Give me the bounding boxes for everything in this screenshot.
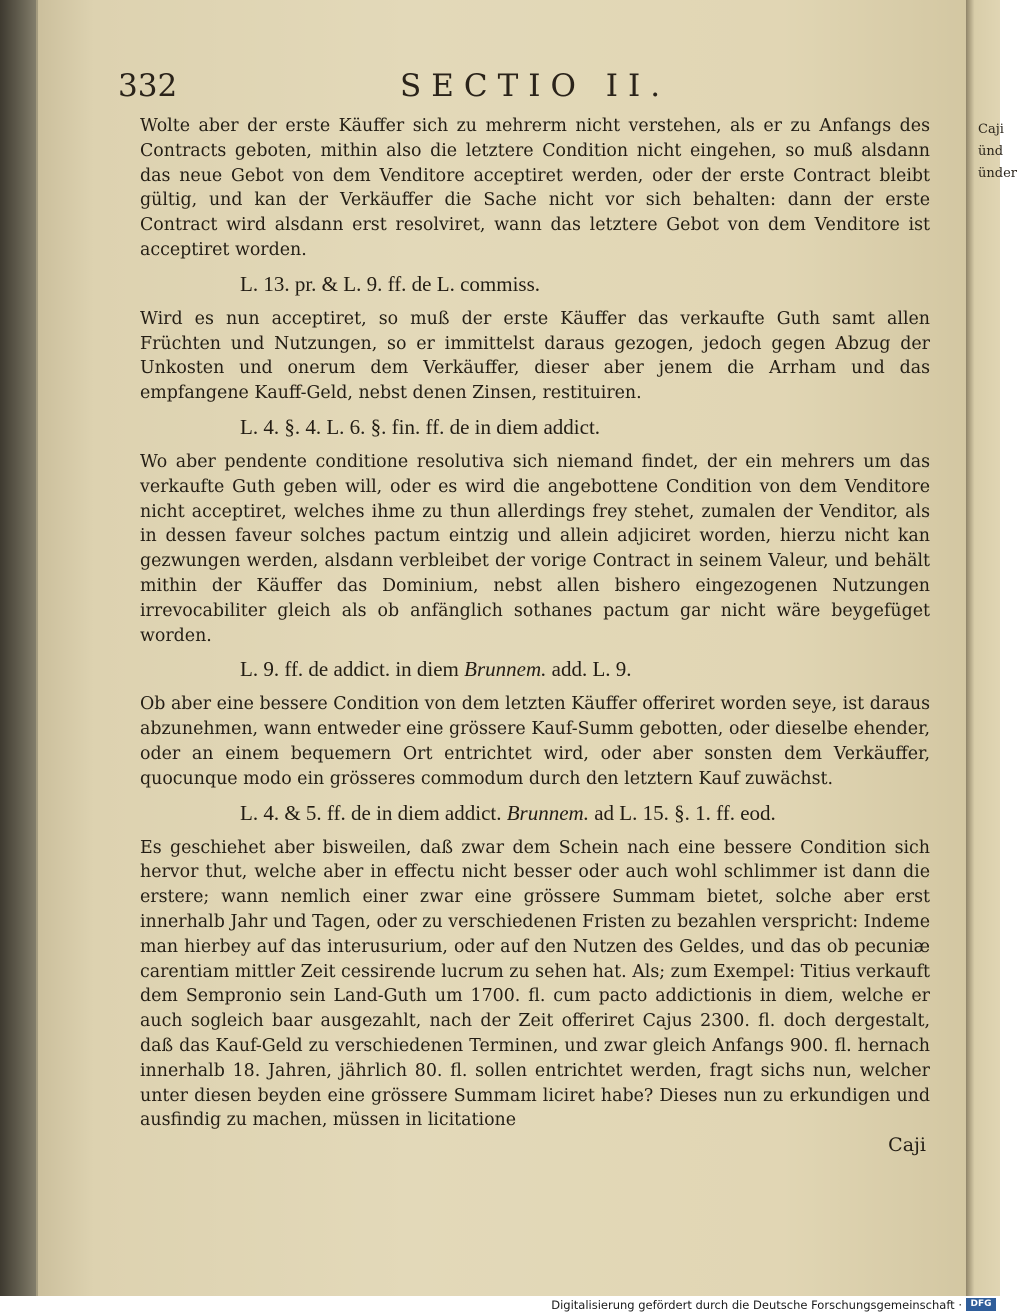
- citation-suffix: ad L. 15. §. 1. ff. eod.: [594, 800, 776, 825]
- funding-notice: Digitalisierung gefördert durch die Deutsche Forschungsgemeinschaft ·: [551, 1298, 962, 1312]
- dfg-logo: DFG: [966, 1298, 996, 1311]
- citation-suffix: add. L. 9.: [551, 657, 632, 682]
- book-spine-edge: [0, 0, 40, 1296]
- paragraph: Es geschiehet aber bisweilen, daß zwar dem Schein nach eine bessere Condition sich hervor thut, welche aber in effectu nicht besser oder auch wohl schlimmer ist dann die erstere; wann nemlich einer zwar eine grössere Summam bietet, solche aber erst innerhalb Jahr und Tagen, oder zu verschiedenen Fristen zu bezahlen verspricht: Indeme man hierbey auf das interusurium, oder auf den Nutzen des Geldes, und das ob pecuniæ carentiam mittler Zeit cessirende lucrum zu sehen hat. Als; zum Exempel: Titius verkauft dem Sempronio sein Land-Guth um 1700. fl. cum pacto addictionis in diem, welche er auch sogleich baar ausgezahlt, nach der Zeit offeriret Cajus 2300. fl. doch dergestalt, daß das Kauf-Geld zu verschiedenen Terminen, und zwar gleich Anfangs 900. fl. hernach innerhalb 18. Jahren, jährlich 80. fl. sollen entrichtet werden, fragt sichs nun, welcher unter diesen beyden eine grössere Summam liciret habe? Dieses nun zu erkundigen und ausfindig zu machen, müssen in licitatione: [140, 837, 931, 1131]
- legal-citation: L. 13. pr. & L. 9. ff. de L. commiss.: [240, 271, 540, 296]
- citation-author: Brunnem.: [506, 800, 589, 825]
- paragraph: Wo aber pendente conditione resolutiva sich niemand findet, der ein mehrers um das verkaufte Guth geben will, oder es wird die angebottene Condition von dem Venditore nicht acceptiret, welches ihme zu thun allerdings frey stehet, zumalen der Venditor, als in dessen faveur solches pactum eintzig und allein adjiciret worden, hierzu nicht kan gezwungen werden, alsdann verbleibet der vorige Contract in seinem Valeur, und behält mithin der Käuffer das Dominium, nebst allen bishero eingezogenen Nutzungen irrevocabiliter gleich als ob anfänglich sothanes pactum gar nicht wäre beygefüget worden.: [140, 451, 930, 646]
- page-number: 332: [118, 68, 178, 104]
- catchword: Caji: [888, 1134, 926, 1157]
- paragraph: Wolte aber der erste Käuffer sich zu mehrerm nicht verstehen, als er zu Anfangs des Contracts geboten, mithin also die letztere Condition nicht eingehen, so muß alsdann das neue Gebot von dem Venditore acceptiret werden, oder der erste Contract bleibt gültig, und kan der Verkäuffer die Sache nicht vor sich behalten: dann der erste Contract wird alsdann erst resolviret, wann das letztere Gebot von dem Venditore ist acceptiret worden.: [140, 116, 930, 260]
- legal-citation: [240, 656, 930, 682]
- legal-citation: L. 4. §. 4. L. 6. §. fin. ff. de in diem addict.: [240, 414, 601, 439]
- paragraph: Ob aber eine bessere Condition von dem letzten Käuffer offeriret worden seye, ist daraus abzunehmen, wann entweder eine grössere Kauf-Summ gebotten, oder dieselbe ehender, oder an einem bequemern Ort entrichtet wird, oder aber sonsten dem Verkäuffer, quocunque modo ein grösseres commodum durch den letztern Kauf zuwächst.: [140, 694, 930, 789]
- paragraph: Wird es nun acceptiret, so muß der erste Käuffer das verkaufte Guth samt allen Früchten und Nutzungen, so er immittelst daraus gezogen, jedoch gegen Abzug der Unkosten und onerum dem Verkäuffer, dieser aber jenem die Arrham und das empfangene Kauff-Geld, nebst denen Zinsen, restituiren.: [140, 308, 930, 404]
- margin-word: Caji: [978, 122, 1004, 137]
- citation-text: L. 9. ff. de addict. in diem: [240, 657, 459, 682]
- legal-citation: [240, 800, 930, 826]
- margin-word: ünd: [978, 144, 1004, 159]
- running-head: SECTIO II.: [400, 68, 671, 104]
- citation-author: Brunnem.: [464, 657, 547, 682]
- citation-text: L. 4. & 5. ff. de in diem addict.: [240, 800, 502, 825]
- facing-page-edge: [966, 0, 1017, 1296]
- margin-word: ünder: [978, 166, 1017, 181]
- footer-bar: [0, 1296, 1000, 1315]
- page-body: [140, 114, 930, 1157]
- page-header: [118, 68, 938, 108]
